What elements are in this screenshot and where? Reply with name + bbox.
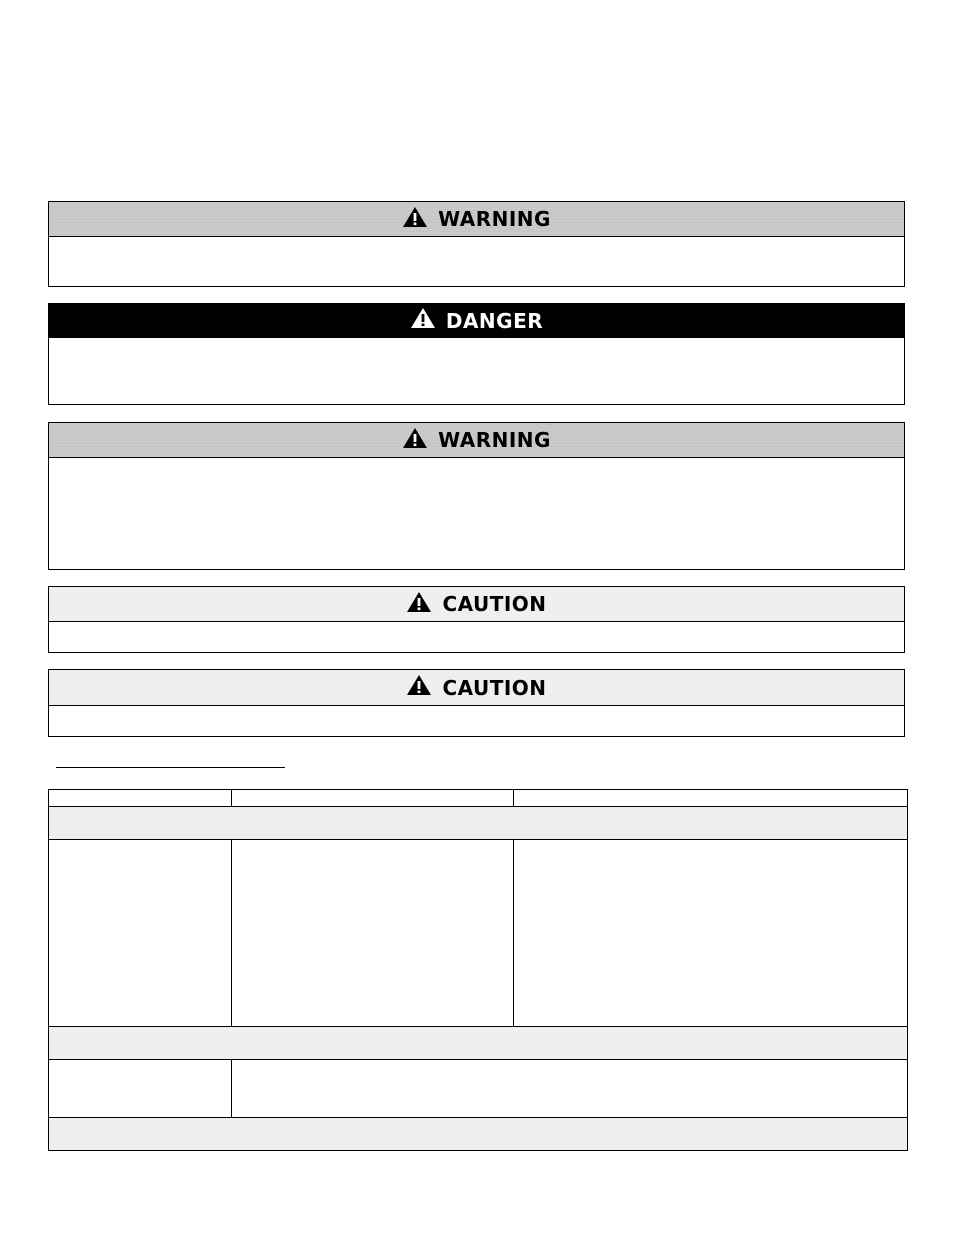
caution-label: CAUTION: [442, 675, 547, 700]
table-header-cell: [49, 790, 232, 807]
table-row: [49, 840, 908, 1027]
warning-triangle-icon: [406, 591, 432, 618]
table-group-row: [49, 1027, 908, 1060]
warning-notice-1: [48, 201, 905, 287]
warning-triangle-icon: [402, 427, 428, 454]
warning-label: WARNING: [438, 428, 551, 452]
section-heading-underline: [56, 767, 285, 768]
caution-label: CAUTION: [442, 592, 547, 616]
danger-label: DANGER: [445, 308, 544, 333]
table-group-row: [49, 807, 908, 840]
table-row: [49, 1060, 908, 1118]
caution-header: [49, 670, 904, 706]
caution-header: [49, 587, 904, 622]
warning-header: [49, 202, 904, 237]
troubleshooting-table: [48, 789, 908, 1151]
danger-notice: [48, 303, 905, 405]
danger-header: [49, 304, 904, 338]
warning-label: WARNING: [438, 207, 551, 231]
warning-triangle-icon: [402, 206, 428, 233]
caution-notice-1: [48, 586, 905, 653]
table-group-cell: [49, 807, 908, 840]
table-group-cell: [49, 1027, 908, 1060]
warning-triangle-icon: [410, 307, 436, 334]
table-header-cell: [232, 790, 514, 807]
table-cell: [232, 840, 514, 1027]
table-group-row: [49, 1118, 908, 1151]
caution-notice-2: [48, 669, 905, 737]
table-cell: [232, 1060, 908, 1118]
warning-header: [49, 423, 904, 458]
warning-triangle-icon: [406, 674, 432, 701]
table-header-row: [49, 790, 908, 807]
table-cell: [514, 840, 908, 1027]
table-group-cell: [49, 1118, 908, 1151]
table-cell: [49, 1060, 232, 1118]
warning-notice-2: [48, 422, 905, 570]
table-cell: [49, 840, 232, 1027]
table-header-cell: [514, 790, 908, 807]
